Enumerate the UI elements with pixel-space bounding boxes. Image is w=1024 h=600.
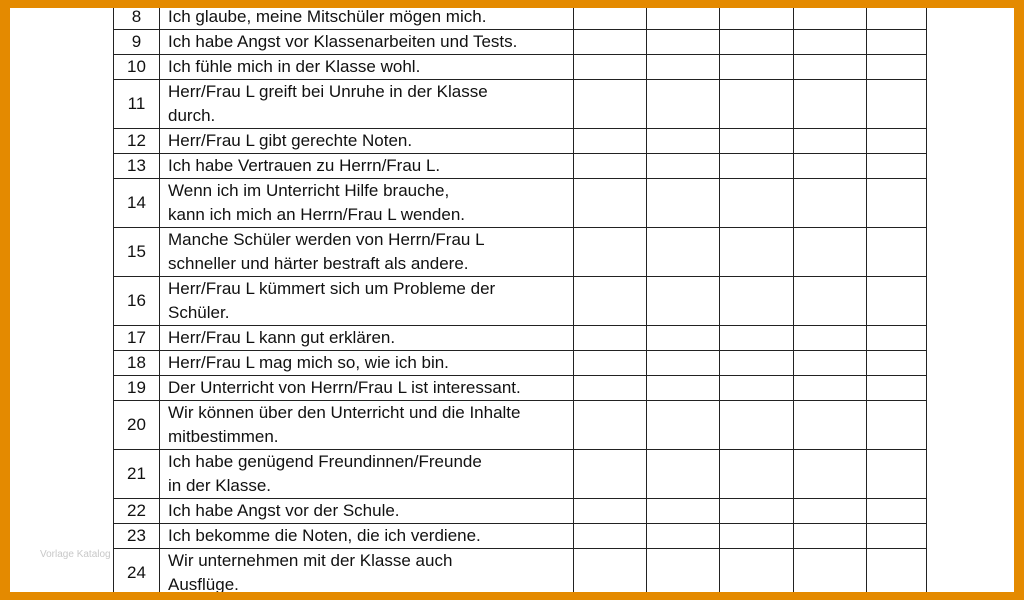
table-row (114, 228, 927, 277)
answer-cell[interactable] (647, 179, 720, 228)
item-statement: Ich habe Vertrauen zu Herrn/Frau L. (160, 154, 574, 179)
answer-cell[interactable] (867, 179, 927, 228)
answer-cell[interactable] (720, 228, 794, 277)
answer-cell[interactable] (647, 326, 720, 351)
answer-cell[interactable] (647, 499, 720, 524)
answer-cell[interactable] (574, 376, 647, 401)
table-row (114, 154, 927, 179)
item-statement: Der Unterricht von Herrn/Frau L ist interessant. (160, 376, 574, 401)
answer-cell[interactable] (647, 376, 720, 401)
questionnaire-table (113, 8, 927, 592)
table-row (114, 80, 927, 129)
item-statement: Herr/Frau L gibt gerechte Noten. (160, 129, 574, 154)
answer-cell[interactable] (720, 154, 794, 179)
item-statement: Ich habe genügend Freundinnen/Freunde in der Klasse. (160, 450, 574, 499)
table-row (114, 277, 927, 326)
table-row (114, 351, 927, 376)
answer-cell[interactable] (574, 179, 647, 228)
item-number: 8 (114, 8, 160, 30)
answer-cell[interactable] (574, 351, 647, 376)
item-number: 16 (114, 277, 160, 326)
table-row (114, 376, 927, 401)
item-number: 20 (114, 401, 160, 450)
item-number: 14 (114, 179, 160, 228)
item-number: 11 (114, 80, 160, 129)
answer-cell[interactable] (794, 401, 867, 450)
answer-cell[interactable] (720, 549, 794, 593)
answer-cell[interactable] (720, 450, 794, 499)
table-row (114, 499, 927, 524)
answer-cell[interactable] (720, 179, 794, 228)
item-number: 24 (114, 549, 160, 593)
table-row (114, 8, 927, 30)
answer-cell[interactable] (720, 277, 794, 326)
answer-cell[interactable] (794, 376, 867, 401)
answer-cell[interactable] (794, 326, 867, 351)
table-row (114, 450, 927, 499)
answer-cell[interactable] (794, 129, 867, 154)
answer-cell[interactable] (574, 30, 647, 55)
answer-cell[interactable] (574, 129, 647, 154)
item-statement: Wenn ich im Unterricht Hilfe brauche, kann ich mich an Herrn/Frau L wenden. (160, 179, 574, 228)
item-number: 17 (114, 326, 160, 351)
answer-cell[interactable] (720, 80, 794, 129)
document-page (10, 8, 1014, 592)
item-statement: Herr/Frau L kümmert sich um Probleme der Schüler. (160, 277, 574, 326)
answer-cell[interactable] (647, 8, 720, 30)
item-statement: Ich glaube, meine Mitschüler mögen mich. (160, 8, 574, 30)
answer-cell[interactable] (867, 450, 927, 499)
answer-cell[interactable] (794, 549, 867, 593)
answer-cell[interactable] (794, 179, 867, 228)
answer-cell[interactable] (867, 154, 927, 179)
answer-cell[interactable] (720, 376, 794, 401)
answer-cell[interactable] (647, 154, 720, 179)
answer-cell[interactable] (867, 326, 927, 351)
answer-cell[interactable] (574, 154, 647, 179)
answer-cell[interactable] (867, 277, 927, 326)
answer-cell[interactable] (574, 450, 647, 499)
answer-cell[interactable] (720, 499, 794, 524)
item-statement: Manche Schüler werden von Herrn/Frau L schneller und härter bestraft als andere. (160, 228, 574, 277)
answer-cell[interactable] (794, 277, 867, 326)
item-statement: Herr/Frau L greift bei Unruhe in der Klasse durch. (160, 80, 574, 129)
answer-cell[interactable] (720, 326, 794, 351)
answer-cell[interactable] (647, 30, 720, 55)
answer-cell[interactable] (647, 450, 720, 499)
item-number: 19 (114, 376, 160, 401)
answer-cell[interactable] (867, 129, 927, 154)
table-row (114, 55, 927, 80)
answer-cell[interactable] (720, 30, 794, 55)
answer-cell[interactable] (867, 80, 927, 129)
answer-cell[interactable] (647, 129, 720, 154)
answer-cell[interactable] (647, 549, 720, 593)
table-row (114, 401, 927, 450)
answer-cell[interactable] (574, 80, 647, 129)
answer-cell[interactable] (647, 228, 720, 277)
table-row (114, 30, 927, 55)
answer-cell[interactable] (794, 450, 867, 499)
answer-cell[interactable] (574, 8, 647, 30)
item-statement: Ich habe Angst vor Klassenarbeiten und Tests. (160, 30, 574, 55)
item-statement: Ich fühle mich in der Klasse wohl. (160, 55, 574, 80)
item-number: 10 (114, 55, 160, 80)
answer-cell[interactable] (574, 549, 647, 593)
answer-cell[interactable] (574, 326, 647, 351)
table-body (114, 8, 927, 592)
answer-cell[interactable] (720, 8, 794, 30)
item-number: 9 (114, 30, 160, 55)
answer-cell[interactable] (647, 55, 720, 80)
answer-cell[interactable] (867, 549, 927, 593)
item-statement: Wir können über den Unterricht und die Inhalte mitbestimmen. (160, 401, 574, 450)
item-number: 23 (114, 524, 160, 549)
answer-cell[interactable] (720, 401, 794, 450)
table-row (114, 524, 927, 549)
answer-cell[interactable] (794, 8, 867, 30)
answer-cell[interactable] (574, 524, 647, 549)
answer-cell[interactable] (794, 154, 867, 179)
answer-cell[interactable] (647, 277, 720, 326)
answer-cell[interactable] (647, 524, 720, 549)
answer-cell[interactable] (794, 30, 867, 55)
answer-cell[interactable] (794, 228, 867, 277)
item-statement: Ich bekomme die Noten, die ich verdiene. (160, 524, 574, 549)
answer-cell[interactable] (574, 499, 647, 524)
answer-cell[interactable] (794, 524, 867, 549)
answer-cell[interactable] (720, 524, 794, 549)
answer-cell[interactable] (794, 55, 867, 80)
answer-cell[interactable] (867, 55, 927, 80)
answer-cell[interactable] (720, 55, 794, 80)
item-number: 21 (114, 450, 160, 499)
table-row (114, 129, 927, 154)
answer-cell[interactable] (720, 129, 794, 154)
answer-cell[interactable] (794, 80, 867, 129)
answer-cell[interactable] (720, 351, 794, 376)
table-row (114, 179, 927, 228)
answer-cell[interactable] (574, 277, 647, 326)
table-row (114, 326, 927, 351)
answer-cell[interactable] (647, 401, 720, 450)
answer-cell[interactable] (867, 30, 927, 55)
answer-cell[interactable] (574, 228, 647, 277)
table-row (114, 549, 927, 593)
answer-cell[interactable] (794, 499, 867, 524)
item-number: 22 (114, 499, 160, 524)
answer-cell[interactable] (574, 55, 647, 80)
answer-cell[interactable] (647, 80, 720, 129)
item-number: 12 (114, 129, 160, 154)
item-statement: Ich habe Angst vor der Schule. (160, 499, 574, 524)
item-statement: Wir unternehmen mit der Klasse auch Ausflüge. (160, 549, 574, 593)
answer-cell[interactable] (574, 401, 647, 450)
item-statement: Herr/Frau L kann gut erklären. (160, 326, 574, 351)
answer-cell[interactable] (867, 499, 927, 524)
answer-cell[interactable] (867, 351, 927, 376)
answer-cell[interactable] (867, 376, 927, 401)
answer-cell[interactable] (647, 351, 720, 376)
answer-cell[interactable] (867, 401, 927, 450)
item-number: 18 (114, 351, 160, 376)
watermark-text: Vorlage Katalog (40, 549, 111, 560)
answer-cell[interactable] (867, 8, 927, 30)
item-number: 13 (114, 154, 160, 179)
answer-cell[interactable] (794, 351, 867, 376)
answer-cell[interactable] (867, 524, 927, 549)
answer-cell[interactable] (867, 228, 927, 277)
item-statement: Herr/Frau L mag mich so, wie ich bin. (160, 351, 574, 376)
item-number: 15 (114, 228, 160, 277)
